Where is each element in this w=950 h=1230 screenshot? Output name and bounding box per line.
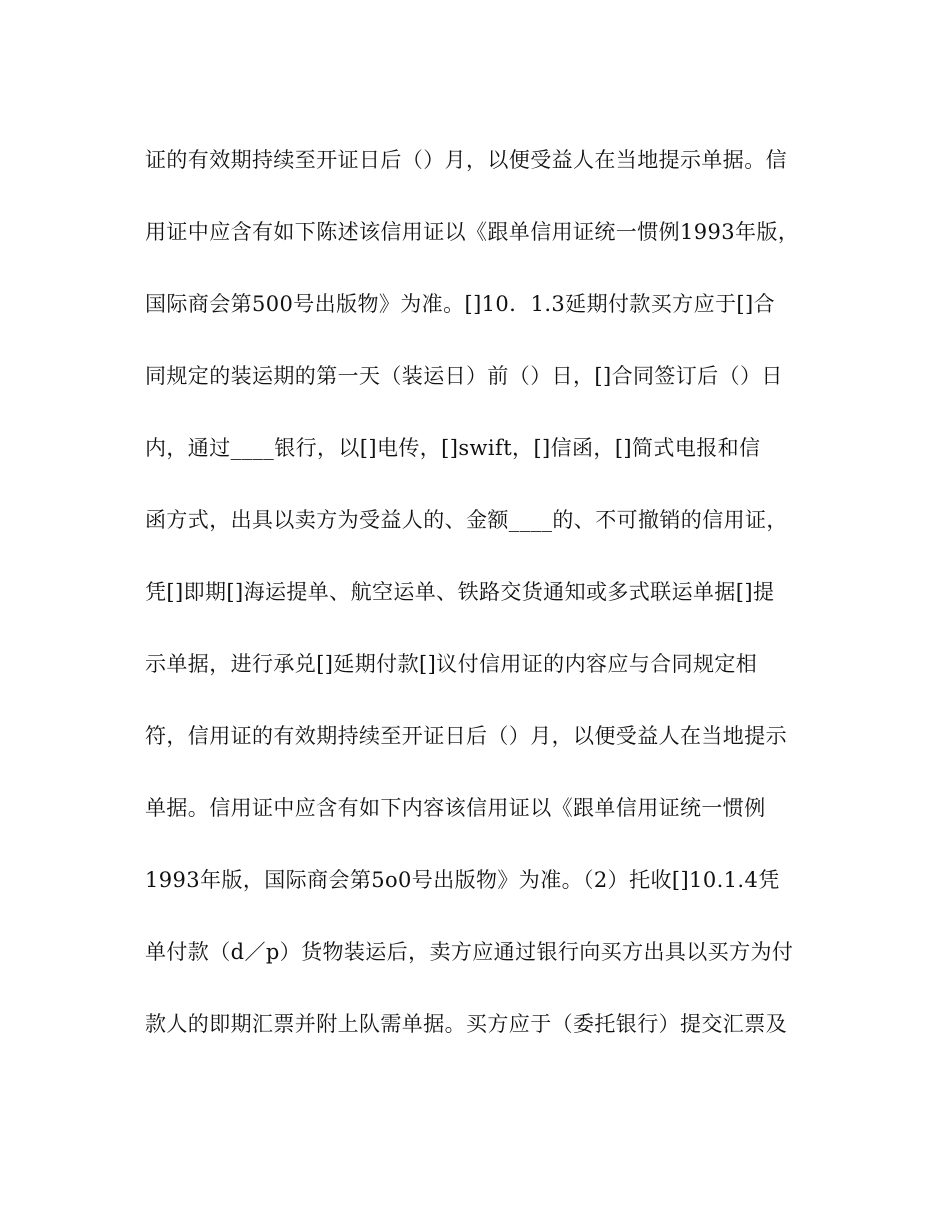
text-line: 单据。信用证中应含有如下内容该信用证以《跟单信用证统一惯例 [145, 796, 766, 820]
text-line: 国际商会第500号出版物》为准。[]10．1.3延期付款买方应于[]合 [145, 292, 775, 316]
text-line: 单付款（d／p）货物装运后，卖方应通过银行向买方出具以买方为付 [145, 940, 794, 964]
text-line: 1993年版，国际商会第5o0号出版物》为准。（2）托收[]10.1.4凭 [145, 868, 780, 892]
text-line: 内，通过____银行，以[]电传，[]swift，[]信函，[]简式电报和信 [145, 436, 761, 460]
text-line: 同规定的装运期的第一天（装运日）前（）日，[]合同签订后（）日 [145, 364, 783, 388]
text-line: 凭[]即期[]海运提单、航空运单、铁路交货通知或多式联运单据[]提 [145, 580, 775, 604]
text-line: 款人的即期汇票并附上队需单据。买方应于（委托银行）提交汇票及 [145, 1012, 787, 1036]
text-line: 函方式，出具以卖方为受益人的、金额____的、不可撤销的信用证， [145, 508, 788, 532]
text-line: 用证中应含有如下陈述该信用证以《跟单信用证统一惯例1993年版， [145, 220, 800, 244]
text-line: 证的有效期持续至开证日后（）月，以便受益人在当地提示单据。信 [145, 148, 787, 172]
text-line: 示单据，进行承兑[]延期付款[]议付信用证的内容应与合同规定相 [145, 652, 758, 676]
text-line: 符，信用证的有效期持续至开证日后（）月，以便受益人在当地提示 [145, 724, 787, 748]
body-text [145, 136, 815, 1072]
